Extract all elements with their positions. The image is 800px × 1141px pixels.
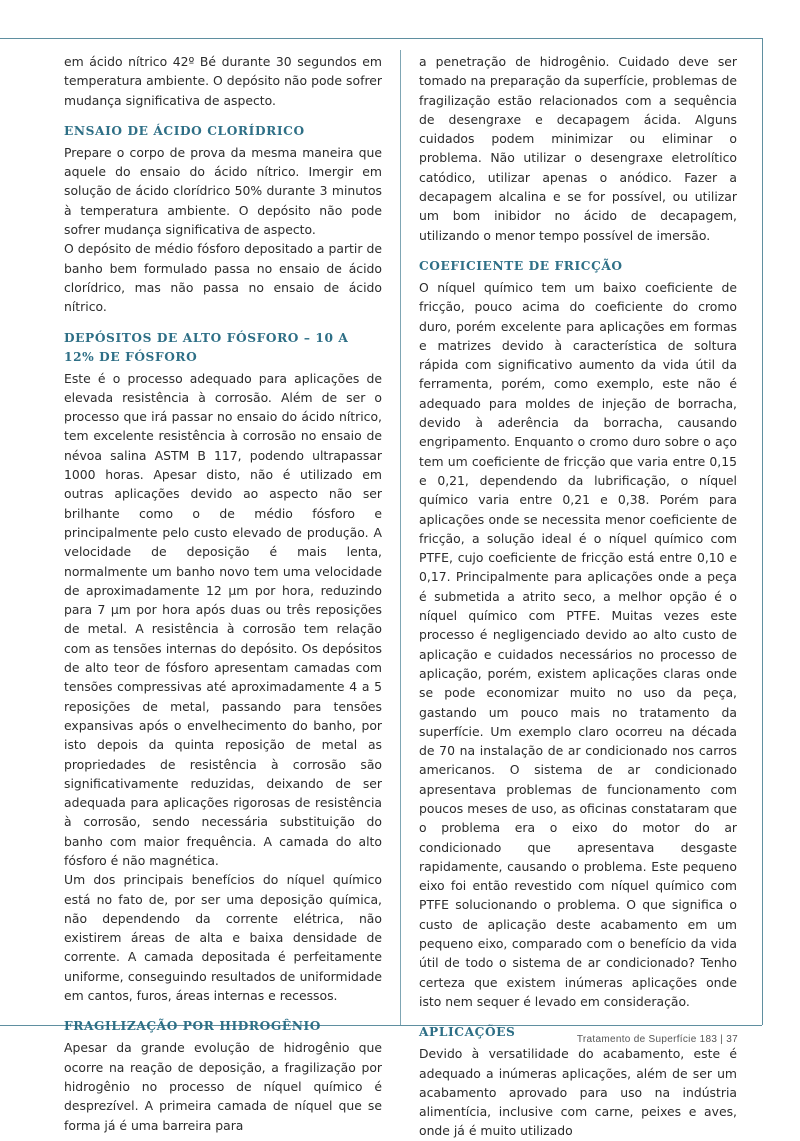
right-column (419, 52, 737, 1141)
top-frame-line (0, 38, 762, 39)
heading-fragilizacao-hidrogenio: FRAGILIZAÇÃO POR HIDROGÊNIO (64, 1019, 322, 1034)
paragraph-alto-fosforo-1: Este é o processo adequado para aplicações de elevada resistência à corrosão. Além de ser o processo que irá passar no ensaio do ácido nítrico, tem excelente resistência à corrosão no ensaio de névoa salina ASTM B 117, podendo ultrapassar 1000 horas. Apesar disto, não é utilizado em outras aplicações devido ao aspecto não ser brilhante como o de médio fósforo e principalmente pelo custo elevado de produção. A velocidade de deposição é mais lenta, normalmente um banho novo tem uma velocidade de aproximadamente 12 µm por hora, reduzindo para 7 µm por hora após duas ou três reposições de metal. A resistência à corrosão tem relação com as tensões internas do depósito. Os depósitos de alto teor de fósforo apresentam camadas com tensões compressivas até aproximadamente 4 a 5 reposições de metal, passando para tensões expansivas após o envelhecimento do banho, por isto depois da quinta reposição de metal as propriedades de resistência à corrosão são significativamente reduzidas, deixando de ser adequada para aplicações rigorosas de resistência à corrosão, sendo necessária substituição do banho com maior frequência. A camada do alto fósforo é não magnética. (64, 370, 382, 868)
heading-aplicacoes: APLICAÇÕES (419, 1025, 516, 1040)
left-column (64, 52, 382, 1135)
column-divider (400, 50, 401, 1025)
paragraph-alto-fosforo-2: Um dos principais benefícios do níquel químico está no fato de, por ser uma deposição química, não dependendo da corrente elétrica, não existirem áreas de alta e baixa densidade de corrente. A camada depositada é perfeitamente uniforme, conseguindo resultados de uniformidade em cantos, furos, áreas internas e recessos. (64, 872, 382, 1004)
paragraph-coeficiente-friccao: O níquel químico tem um baixo coeficiente de fricção, pouco acima do coeficiente do cromo duro, porém excelente para aplicações em formas e matrizes devido à característica de soltura rápida com significativo aumento da vida útil da ferramenta, porém, como exemplo, este não é adequado para moldes de injeção de borracha, devido à aderência da borracha, causando engripamento. Enquanto o cromo duro sobre o aço tem um coeficiente de fricção que varia entre 0,15 e 0,21, dependendo da lubrificação, o níquel químico varia entre 0,21 e 0,38. Porém para aplicações onde se necessita menor coeficiente de fricção, a solução ideal é o níquel químico com PTFE, cujo coeficiente de fricção está entre 0,10 e 0,17. Principalmente para aplicações onde a peça é submetida a atrito seco, a melhor opção é o níquel químico com PTFE. Muitas vezes este processo é negligenciado devido ao alto custo de aplicação e cuidados necessários no processo de aplicação, porém, existem aplicações claras onde se pode economizar muito no uso da peça, gastando um pouco mais no tratamento da superfície. Um exemplo claro ocorreu na década de 70 na instalação de ar condicionado nos carros americanos. O sistema de ar condicionado apresentava problemas de funcionamento com poucos meses de uso, as oficinas constataram que o problema era o eixo do motor do ar condicionado que apresentava desgaste rapidamente, causando o problema. Este pequeno eixo foi então revestido com níquel químico com PTFE solucionando o problema. O que significa o custo de aplicação deste acabamento em um pequeno eixo, comparado com o benefício da vida útil de todo o sistema de ar condicionado? Tenho certeza que existem inúmeras aplicações onde isto nem sequer é levado em consideração. (419, 279, 737, 1009)
heading-coeficiente-friccao: COEFICIENTE DE FRICÇÃO (419, 258, 623, 273)
right-intro-paragraph: a penetração de hidrogênio. Cuidado deve ser tomado na preparação da superfície, problemas de fragilização estão relacionados com a sequência de desengraxe e decapagem ácida. Alguns cuidados podem minimizar ou eliminar o problema. Não utilizar o desengraxe eletrolítico catódico, utilizar apenas o anódico. Fazer a decapagem alcalina e se for possível, ou utilizar um bom inibidor no ácido de decapagem, utilizando o menor tempo possível de imersão. (419, 54, 737, 243)
page-footer: Tratamento de Superfície 183 | 37 (576, 1034, 738, 1045)
paragraph-acido-cloridrico-2: O depósito de médio fósforo depositado a partir de banho bem formulado passa no ensaio de ácido clorídrico, mas não passa no ensaio de ácido nítrico. (64, 241, 382, 315)
paragraph-acido-cloridrico-1: Prepare o corpo de prova da mesma maneira que aquele do ensaio do ácido nítrico. Imergir em solução de ácido clorídrico 50% durante 3 minutos à temperatura ambiente. O depósito não pode sofrer mudança significativa de aspecto. (64, 144, 382, 238)
paragraph-fragilizacao: Apesar da grande evolução de hidrogênio que ocorre na reação de deposição, a fragilização por hidrogênio no processo de níquel químico é desprezível. A primeira camada de níquel que se forma já é uma barreira para (64, 1040, 382, 1133)
left-intro-paragraph: em ácido nítrico 42º Bé durante 30 segundos em temperatura ambiente. O depósito não pode sofrer mudança significativa de aspecto. (64, 54, 382, 108)
right-frame-line (762, 38, 763, 1025)
heading-ensaio-acido-cloridrico: ENSAIO DE ÁCIDO CLORÍDRICO (64, 123, 305, 138)
heading-depositos-alto-fosforo: DEPÓSITOS DE ALTO FÓSFORO – 10 A 12% DE FÓSFORO (64, 330, 349, 364)
paragraph-aplicacoes: Devido à versatilidade do acabamento, este é adequado a inúmeras aplicações, além de ser um acabamento aprovado para uso na indústria alimentícia, inclusive com carne, peixes e aves, onde já é muito utilizado (419, 1046, 737, 1139)
